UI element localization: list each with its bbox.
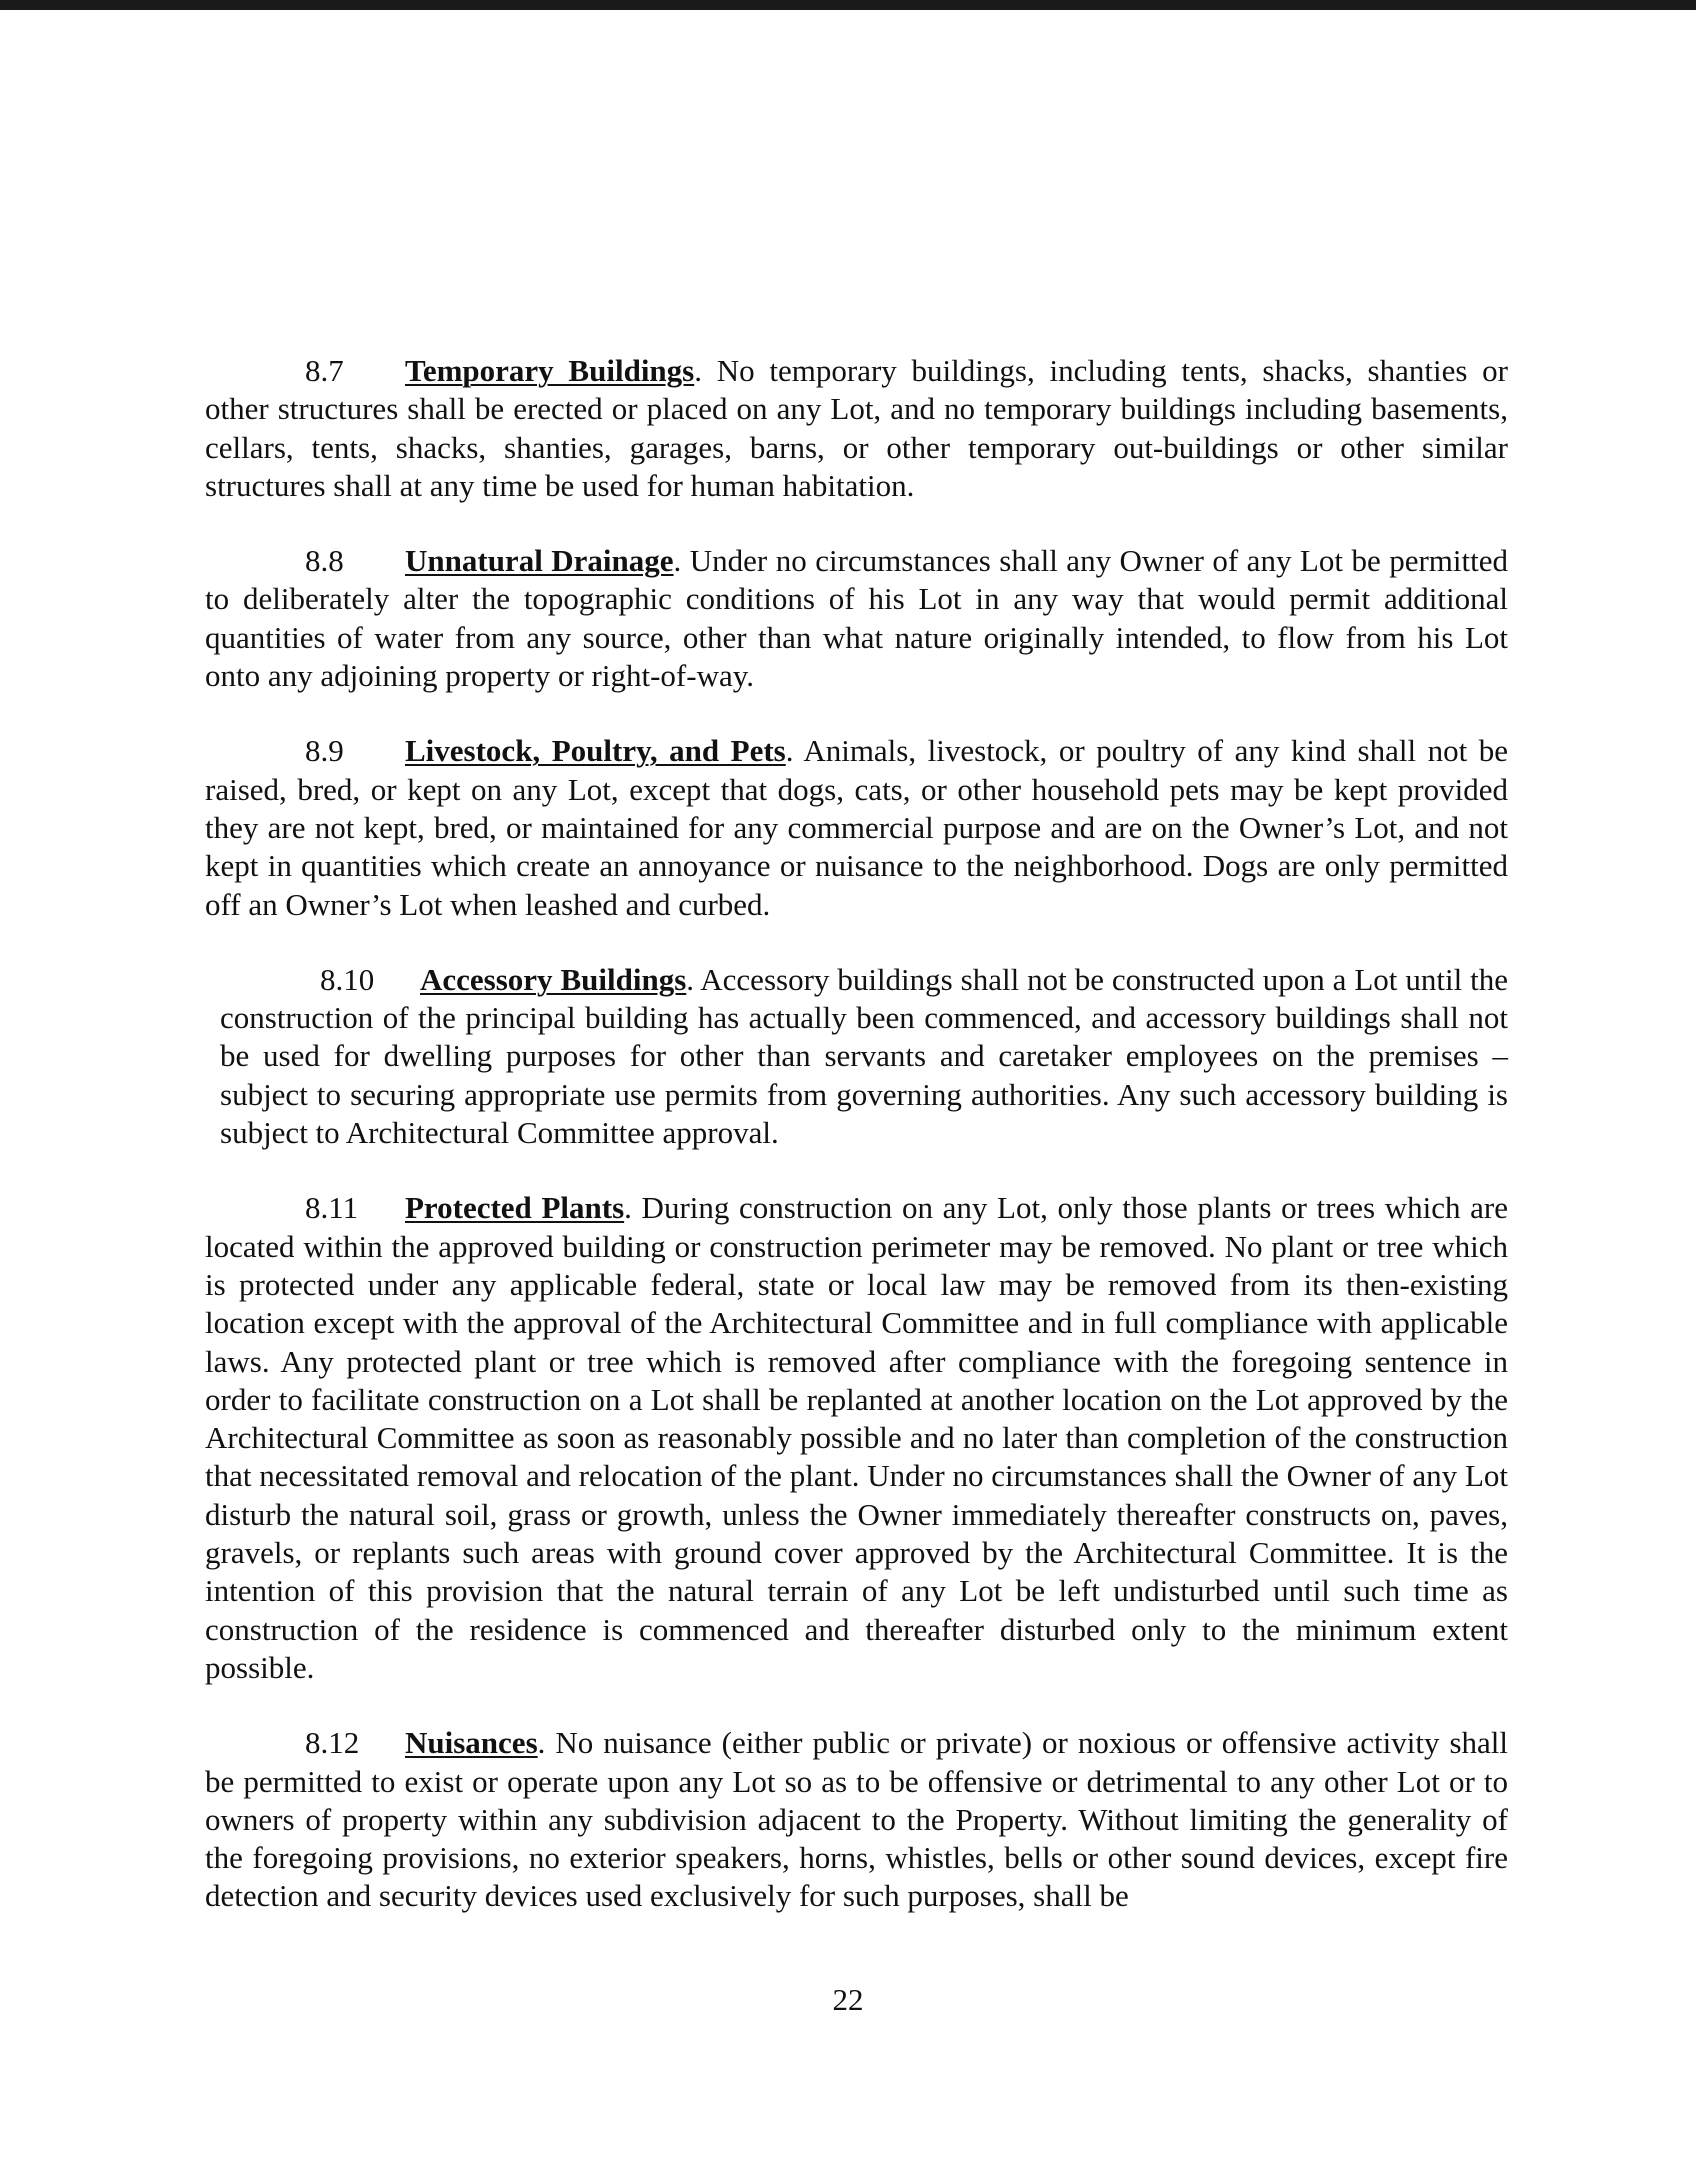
page-number: 22 <box>832 1982 864 2017</box>
section-8-12 <box>205 1724 1508 1915</box>
section-title: Accessory Buildings <box>420 961 687 997</box>
section-body: . Accessory buildings shall not be constructed upon a Lot until the construction of the principal building has actually been commenced, and accessory buildings shall not be used for dwelling purposes for other than servants and caretaker employees on the premises – subject to securing appropriate use permits from governing authorities. Any such accessory building is subject to Architectural Committee approval. <box>220 961 1508 1151</box>
section-number: 8.10 <box>320 961 375 997</box>
section-number: 8.12 <box>305 1725 360 1761</box>
section-8-10 <box>220 961 1508 1152</box>
scan-top-edge <box>0 0 1696 10</box>
section-number: 8.11 <box>305 1190 359 1226</box>
section-number: 8.8 <box>305 543 344 579</box>
section-body: . During construction on any Lot, only those plants or trees which are located within the approved building or construction perimeter may be removed. No plant or tree which is protected under any applicable federal, state or local law may be removed from its then-existing location except with the approval of the Architectural Committee and in full compliance with applicable laws. Any protected plant or tree which is removed after compliance with the foregoing sentence in order to facilitate construction on a Lot shall be replanted at another location on the Lot approved by the Architectural Committee as soon as reasonably possible and no later than completion of the construction that necessitated removal and relocation of the plant. Under no circumstances shall the Owner of any Lot disturb the natural soil, grass or growth, unless the Owner immediately thereafter constructs on, paves, gravels, or replants such areas with ground cover approved by the Architectural Committee. It is the intention of this provision that the natural terrain of any Lot be left undisturbed until such time as construction of the residence is commenced and thereafter disturbed only to the minimum extent possible. <box>205 1190 1508 1685</box>
section-8-8 <box>205 542 1508 695</box>
section-body: . No temporary buildings, including tents, shacks, shanties or other structures shall be erected or placed on any Lot, and no temporary buildings including basements, cellars, tents, shacks, shanties, garages, barns, or other temporary out-buildings or other similar structures shall at any time be used for human habitation. <box>205 353 1509 503</box>
section-title: Unnatural Drainage <box>405 543 674 579</box>
section-title: Livestock, Poultry, and Pets <box>405 733 786 769</box>
section-number: 8.9 <box>305 733 344 769</box>
section-body: . Animals, livestock, or poultry of any kind shall not be raised, bred, or kept on any Lot, except that dogs, cats, or other household pets may be kept provided they are not kept, bred, or maintained for any commercial purpose and are on the Owner’s Lot, and not kept in quantities which create an annoyance or nuisance to the neighborhood. Dogs are only permitted off an Owner’s Lot when leashed and curbed. <box>205 733 1508 922</box>
section-title: Nuisances <box>405 1725 538 1761</box>
section-title: Protected Plants <box>405 1190 625 1226</box>
section-number: 8.7 <box>305 353 344 388</box>
section-8-11 <box>205 1189 1508 1687</box>
document-body <box>205 352 1508 1953</box>
section-body: . Under no circumstances shall any Owner of any Lot be permitted to deliberately alter the topographic conditions of his Lot in any way that would permit additional quantities of water from any source, other than what nature originally intended, to flow from his Lot onto any adjoining property or right-of-way. <box>205 543 1508 694</box>
section-8-9 <box>205 732 1508 923</box>
section-title: Temporary Buildings <box>405 353 695 388</box>
section-body: . No nuisance (either public or private) or noxious or offensive activity shall be permitted to exist or operate upon any Lot so as to be offensive or detrimental to any other Lot or to owners of property within any subdivision adjacent to the Property. Without limiting the generality of the foregoing provisions, no exterior speakers, horns, whistles, bells or other sound devices, except fire detection and security devices used exclusively for such purposes, shall be <box>205 1725 1508 1914</box>
section-8-7 <box>205 352 1508 505</box>
